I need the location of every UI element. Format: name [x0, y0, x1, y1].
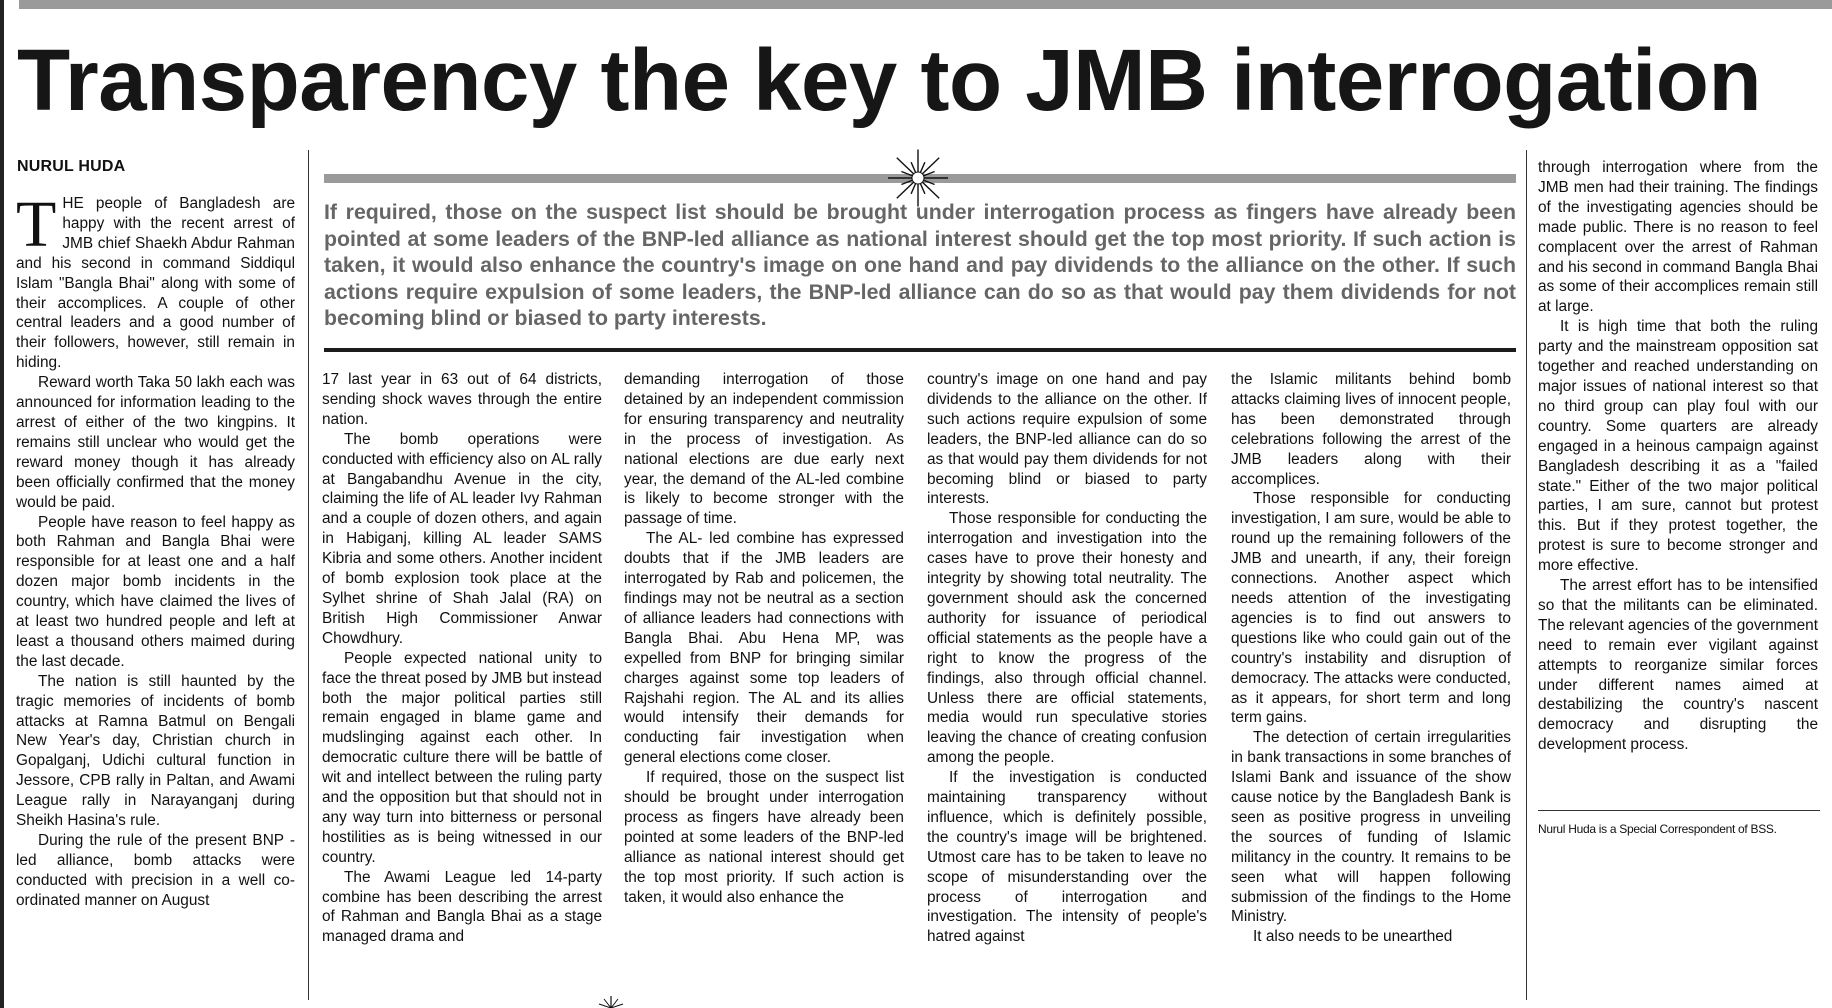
- first-paragraph: [16, 194, 295, 373]
- paragraph: demanding interrogation of those detained by an independent commission for ensuring transparency and neutrality in the process of investigation. As national elections are due early next year, the demand of the AL-led combine is likely to become stronger with the passage of time.: [624, 371, 904, 528]
- author-credit: Nurul Huda is a Special Correspondent of BSS.: [1538, 822, 1777, 836]
- column-divider: [1526, 150, 1527, 1000]
- column-2: [322, 370, 602, 998]
- paragraph: the Islamic militants behind bomb attacks claiming lives of innocent people, has been demonstrated through celebrations following the arrest of the JMB leaders along with their accomplices.: [1231, 371, 1511, 488]
- paragraph: It also needs to be unearthed: [1253, 928, 1453, 946]
- paragraph: Those responsible for conducting the interrogation and investigation into the cases have to prove their honesty and integrity by showing total neutrality. The government should ask the concerned authority for issuance of periodical official statements as the people have a right to know the progress of the findings, also through official channel. Unless there are official statements, media would run speculative stories leaving the chance of creating confusion among the people.: [927, 510, 1207, 767]
- column-1: [16, 194, 295, 998]
- paragraph: through interrogation where from the JMB men had their training. The findings of the investigating agencies should be made public. There is no reason to feel complacent over the arrest of Rahman and his second in command Bangla Bhai as some of their accomplices remain still at large.: [1538, 159, 1818, 316]
- paragraph: People expected national unity to face the threat posed by JMB but instead both the major political parties still remain engaged in blame game and mudslinging against each other. In democratic culture there will be battle of wit and intellect between the ruling party and the opposition but that should not in any way turn into bitterness or personal hostilities as is being witnessed in our country.: [322, 649, 602, 866]
- paragraph: If required, those on the suspect list should be brought under interrogation process as fingers have already been pointed at some leaders of the BNP-led alliance as national interest should get the top most priority. If such action is taken, it would also enhance the: [624, 769, 904, 906]
- paragraph: People have reason to feel happy as both Rahman and Bangla Bhai were responsible for at least one and a half dozen major bomb incidents in the country, which have claimed the lives of at least two hundred people and left at least a thousand others maimed during the last decade.: [16, 513, 295, 670]
- paragraph: Those responsible for conducting investigation, I am sure, would be able to round up the remaining followers of the JMB and unearth, if any, their foreign connections. Another aspect which needs attention of the investigating agencies is to find out answers to questions like who could gain out of the country's instability and disruption of democracy. The attacks were conducted, as it appears, for short term and long term gains.: [1231, 490, 1511, 727]
- paragraph: The arrest effort has to be intensified so that the militants can be eliminated. The relevant agencies of the government need to remain ever vigilant against attempts to reorganize similar forces under different names aimed at destabilizing the country's nascent democracy and disrupting the development process.: [1538, 577, 1818, 754]
- top-gray-rule: [19, 0, 1832, 9]
- paragraph: It is high time that both the ruling party and the mainstream opposition sat together and reached understanding on major issues of national interest so that no third group can play foul with our country. Some quarters are already engaged in a heinous campaign against Bangladesh describing it as a "failed state." Either of the two major political parties, I am sure, cannot but protest this. But if they protest together, the protest is sure to become stronger and more effective.: [1538, 318, 1818, 575]
- starburst-fragment-icon: [596, 994, 626, 1008]
- paragraph: If the investigation is conducted maintaining transparency without influence, which is definitely possible, the country's image will be brightened. Utmost care has to be taken to leave no scope of misunderstanding over the process of interrogation and investigation. The intensity of people's hatred against: [927, 769, 1207, 946]
- byline: NURUL HUDA: [17, 158, 126, 175]
- column-4: [927, 370, 1207, 998]
- paragraph: The nation is still haunted by the tragic memories of incidents of bomb attacks at Ramna Batmul on Bengali New Year's day, Christian church in Gopalganj, Udichi cultural function in Jessore, CPB rally in Paltan, and Awami League rally in Narayanganj during Sheikh Hasina's rule.: [16, 672, 295, 830]
- pullquote-bottom-bar: [324, 348, 1516, 352]
- drop-cap: T: [16, 194, 57, 261]
- paragraph: During the rule of the present BNP -led alliance, bomb attacks were conducted with precision in a well co-ordinated manner on August: [16, 832, 295, 909]
- pull-quote: If required, those on the suspect list should be brought under interrogation process as fingers have already been pointed at some leaders of the BNP-led alliance as national interest should get the top most priority. If such action is taken, it would also enhance the country's image on one hand and pay dividends to the alliance on the other. If such actions require expulsion of some leaders, the BNP-led alliance can do so as that would pay them dividends for not becoming blind or biased to party interests.: [324, 200, 1516, 331]
- column-3: [624, 370, 904, 998]
- paragraph: country's image on one hand and pay dividends to the alliance on the other. If such actions require expulsion of some leaders, the BNP-led alliance can do so as that would pay them dividends for not becoming blind or biased to party interests.: [927, 371, 1207, 508]
- column-5: [1231, 370, 1511, 998]
- column-6: [1538, 158, 1818, 818]
- paragraph: Reward worth Taka 50 lakh each was announced for information leading to the arrest of either of the two kingpins. It remains still unclear who would get the reward money though it has already been officially confirmed that the money would be paid.: [16, 374, 295, 511]
- credit-divider: [1538, 810, 1820, 811]
- paragraph: The Awami League led 14-party combine has been describing the arrest of Rahman and Bangla Bhai as a stage managed drama and: [322, 868, 602, 946]
- paragraph: The bomb operations were conducted with efficiency also on AL rally at Bangabandhu Avenue in the city, claiming the life of AL leader Ivy Rahman and a couple of dozen others, and again in Habiganj, killing AL leader SAMS Kibria and some others. Another incident of bomb explosion took place at the Sylhet shrine of Shah Jalal (RA) on British High Commissioner Anwar Chowdhury.: [322, 430, 602, 647]
- paragraph-text: HE people of Bangladesh are happy with the recent arrest of JMB chief Shaekh Abdur Rahman and his second in command Siddiqul Islam "Bangla Bhai" along with some of their accomplices. A couple of other central leaders and a good number of their followers, however, still remain in hiding.: [16, 195, 295, 372]
- left-border-rule: [0, 0, 4, 1008]
- paragraph: The AL- led combine has expressed doubts that if the JMB leaders are interrogated by Rab and policemen, the findings may not be neutral as a section of alliance leaders had connections with Bangla Bhai. Abu Hena MP, was expelled from BNP for bringing similar charges against some top leaders of Rajshahi region. The AL and its allies would intensify their demands for conducting fair investigation when general elections come closer.: [624, 530, 904, 767]
- paragraph: 17 last year in 63 out of 64 districts, sending shock waves through the entire nation.: [322, 371, 602, 428]
- paragraph: The detection of certain irregularities in bank transactions in some branches of Islami Bank and issuance of the show cause notice by the Bangladesh Bank is seen as positive progress in unveiling the sources of funding of Islamic militancy in the country. It remains to be seen what will happen following submission of the findings to the Home Ministry.: [1231, 729, 1511, 926]
- headline: Transparency the key to JMB interrogation: [17, 32, 1762, 129]
- column-divider: [308, 150, 309, 1000]
